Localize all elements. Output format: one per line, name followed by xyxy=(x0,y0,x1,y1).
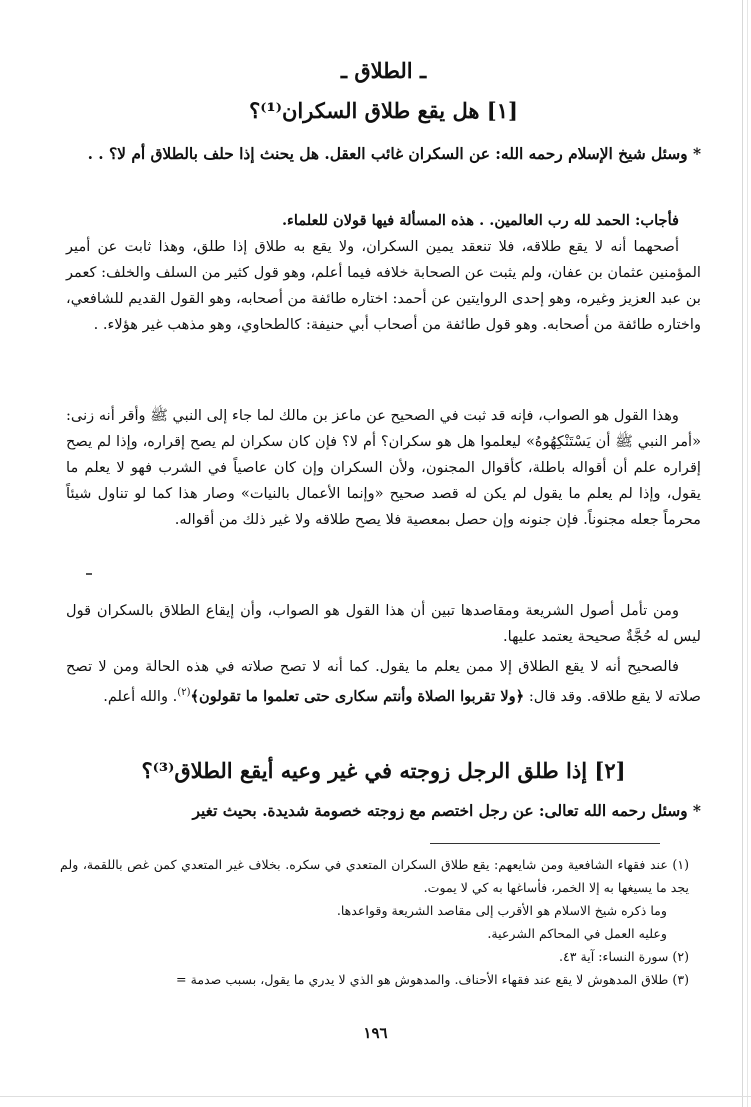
footnote-2: (٢) سورة النساء: آية ٤٣. xyxy=(558,949,689,964)
footnote-separator xyxy=(430,843,660,844)
chapter-header: ـ الطلاق ـ xyxy=(340,58,427,83)
footnotes xyxy=(60,853,689,991)
footnote-3: (٣) طلاق المدهوش لا يقع عند فقهاء الأحناف. والمدهوش هو الذي لا يدري ما يقول، بسبب صدمة = xyxy=(176,972,689,987)
scan-edge-right xyxy=(742,0,743,1107)
footnote-1-note-b: وعليه العمل في المحاكم الشرعية. xyxy=(487,926,667,941)
section-2-heading: [٢] إذا طلق الرجل زوجته في غير وعيه أيقع الطلاق⁽³⁾؟ xyxy=(141,758,626,783)
footnote-1: (١) عند فقهاء الشافعية ومن شايعهم: يقع طلاق السكران المتعدي في سكره. بخلاف غير المتعدي كمن غص باللقمة، ولم يجد ما يسيغها به إلا الخمر، فأساغها به كي لا يموت. xyxy=(60,857,689,895)
answer-paragraph-2: أصحهما أنه لا يقع طلاقه، فلا تنعقد يمين السكران، ولا يقع به طلاق إذا طلق، وهذا ثابت عن أمير المؤمنين عثمان بن عفان، ولم يثبت عن الصحابة خلافه فيما أعلم، وهو قول كثير من السلف والخلف: كعمر بن عبد العزيز وغيره، وهو إحدى الروايتين عن أحمد: اختاره طائفة من أصحابه، وهو القول القديم للشافعي، واختاره طائفة من أصحابه. وهو قول طائفة من أصحاب أبي حنيفة: كالطحاوي، وهو مذهب غير هؤلاء. . xyxy=(66,238,701,333)
scan-edge-bottom xyxy=(0,1096,751,1097)
answer-paragraph-5 xyxy=(66,654,701,710)
section-1-question: * وسئل شيخ الإسلام رحمه الله: عن السكران غائب العقل. هل يحنث إذا حلف بالطلاق أم لا؟ . . xyxy=(87,145,701,163)
page-number: ١٩٦ xyxy=(363,1024,388,1042)
answer-lead: فأجاب: الحمد لله رب العالمين. . هذه المسألة فيها قولان للعلماء. xyxy=(281,212,679,229)
answer-paragraph-3: وهذا القول هو الصواب، فإنه قد ثبت في الصحيح عن ماعز بن مالك لما جاء إلى النبي ﷺ وأقر أنه زنى: «أمر النبي ﷺ أن يَسْتَنْكِهُوهُ» ليعلموا هل هو سكران؟ أم لا؟ فإن كان سكران لم يصح إقراره، وإذا لم يصح إقراره علم أن أقواله باطلة، كأقوال المجنون، ولأن السكران وإن كان عاصياً في الشرب فهو لا يعلم ما يقول، وإذا لم يعلم ما يقول لم يكن له قصد صحيح «وإنما الأعمال بالنيات» وصار هذا كما لو تناول شيئاً محرماً جعله مجنوناً. فإن جنونه وإن حصل بمعصية فلا يصح طلاقه ولا غير ذلك من أقواله. xyxy=(66,407,701,528)
quran-verse: ﴿ولا تقربوا الصلاة وأنتم سكارى حتى تعلموا ما تقولون﴾ xyxy=(190,687,525,705)
answer-p5-text: فالصحيح أنه لا يقع الطلاق إلا ممن يعلم ما يقول. كما أنه لا تصح صلاته في هذه الحالة ومن لا تصح صلاته لا يقع طلاقه. وقد قال: xyxy=(66,658,701,705)
footnote-ref-2: (٢) xyxy=(177,687,191,698)
section-2-question: * وسئل رحمه الله تعالى: عن رجل اختصم مع زوجته خصومة شديدة. بحيث تغير xyxy=(192,802,701,820)
answer-paragraph-4: ومن تأمل أصول الشريعة ومقاصدها تبين أن هذا القول هو الصواب، وأن إيقاع الطلاق بالسكران قول ليس له حُجَّةٌ صحيحة يعتمد عليها. xyxy=(66,602,701,645)
section-1-heading: [١] هل يقع طلاق السكران⁽¹⁾؟ xyxy=(249,98,518,123)
answer-paragraph-1 xyxy=(66,208,701,234)
scan-speck xyxy=(86,573,92,575)
answer-p5-closing: . والله أعلم. xyxy=(103,687,178,705)
scan-edge-right-outer xyxy=(747,0,748,1107)
footnote-1-note-a: وما ذكره شيخ الاسلام هو الأقرب إلى مقاصد الشريعة وقواعدها. xyxy=(336,903,667,918)
